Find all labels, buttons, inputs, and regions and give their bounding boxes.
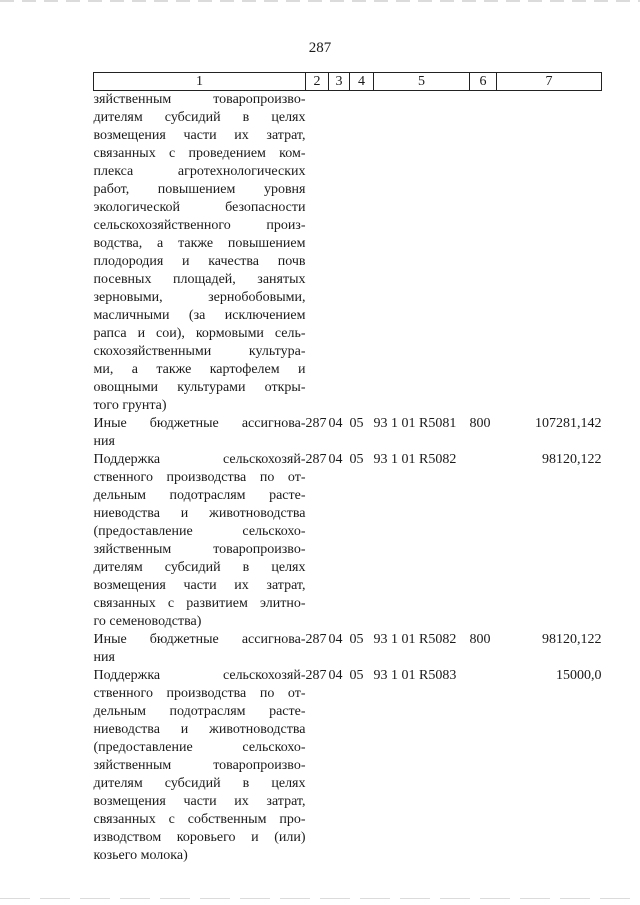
description-line: связанных с развитием элитно- [93,596,306,611]
description-line: возмещения части их затрат, [93,794,306,809]
row-description [94,667,306,865]
description-line: козьего молока) [93,848,188,863]
target-article-cell: 93 1 01 R5083 [373,668,457,683]
page-number: 287 [308,40,332,56]
expense-type-cell [470,91,497,416]
description-line: дителям субсидий в целях [93,776,306,791]
column-header: 6 [470,73,497,91]
description-line: ния [93,434,115,449]
description-line: ственного производства по от- [93,470,306,485]
description-line: посевных площадей, занятых [93,272,306,287]
scan-edge-top [0,0,640,2]
description-line: Иные бюджетные ассигнова- [93,632,306,647]
column-header: 7 [497,73,602,91]
description-line: дельным подотраслям расте- [93,704,306,719]
description-line: Поддержка сельскохозяй- [93,668,306,683]
table-row [94,415,602,451]
subsection-code-cell: 05 [349,452,364,467]
description-line: связанных с проведением ком- [93,146,306,161]
amount-cell: 107281,142 [535,416,602,431]
admin-code-cell: 287 [305,668,327,683]
section-code-cell: 04 [328,668,343,683]
description-line: связанных с собственным про- [93,812,306,827]
admin-code-cell [306,91,329,416]
budget-table [93,72,602,865]
description-line: (предоставление сельскохо- [93,740,306,755]
description-line: возмещения части их затрат, [93,578,306,593]
table-row [94,667,602,865]
description-line: сельскохозяйственного произ- [93,218,306,233]
target-article-cell: 93 1 01 R5082 [373,632,457,647]
section-code-cell: 04 [328,416,343,431]
amount-cell: 15000,0 [556,668,602,683]
table-row [94,91,602,416]
description-line: работ, повышением уровня [93,182,306,197]
description-line: дителям субсидий в целях [93,560,306,575]
description-line: скохозяйственными культура- [93,344,306,359]
target-article-cell: 93 1 01 R5081 [373,416,457,431]
description-line: масличными (за исключением [93,308,306,323]
description-line: ниеводства и животноводства [93,722,306,737]
description-line: овощными культурами откры- [93,380,306,395]
row-description [94,415,306,451]
table-row [94,451,602,631]
subsection-code-cell: 05 [349,632,364,647]
subsection-code-cell: 05 [349,416,364,431]
amount-cell: 98120,122 [542,632,602,647]
target-article-cell [374,91,470,416]
expense-type-cell [470,451,497,631]
column-header: 5 [374,73,470,91]
description-line: ми, а также картофелем и [93,362,306,377]
amount-cell: 98120,122 [542,452,602,467]
section-code-cell [329,91,350,416]
row-description [94,451,306,631]
expense-type-cell: 800 [469,416,491,431]
subsection-code-cell: 05 [349,668,364,683]
description-line: дителям субсидий в целях [93,110,306,125]
description-line: возмещения части их затрат, [93,128,306,143]
description-line: (предоставление сельскохо- [93,524,306,539]
amount-cell [497,91,602,416]
section-code-cell: 04 [328,632,343,647]
expense-type-cell: 800 [469,632,491,647]
description-line: изводством коровьего и (или) [93,830,306,845]
description-line: водства, а также повышением [93,236,306,251]
column-header: 3 [329,73,350,91]
table-header-row [94,73,602,91]
admin-code-cell: 287 [305,632,327,647]
description-line: го семеноводства) [93,614,202,629]
description-line: зерновыми, зернобобовыми, [93,290,306,305]
column-header: 4 [350,73,374,91]
expense-type-cell [470,667,497,865]
description-line: Иные бюджетные ассигнова- [93,416,306,431]
description-line: Поддержка сельскохозяй- [93,452,306,467]
description-line: рапса и сои), кормовыми сель- [93,326,306,341]
admin-code-cell: 287 [305,416,327,431]
description-line: ственного производства по от- [93,686,306,701]
column-header: 2 [306,73,329,91]
admin-code-cell: 287 [305,452,327,467]
description-line: зяйственным товаропроизво- [93,758,306,773]
description-line: зяйственным товаропроизво- [93,92,306,107]
table-body [94,91,602,866]
row-description [94,91,306,416]
row-description [94,631,306,667]
column-header: 1 [94,73,306,91]
description-line: плекса агротехнологических [93,164,306,179]
description-line: ниеводства и животноводства [93,506,306,521]
description-line: того грунта) [93,398,167,413]
subsection-code-cell [350,91,374,416]
target-article-cell: 93 1 01 R5082 [373,452,457,467]
section-code-cell: 04 [328,452,343,467]
description-line: плодородия и качества почв [93,254,306,269]
description-line: экологической безопасности [93,200,306,215]
description-line: ния [93,650,115,665]
table-row [94,631,602,667]
description-line: зяйственным товаропроизво- [93,542,306,557]
scan-edge-bottom [0,898,640,899]
description-line: дельным подотраслям расте- [93,488,306,503]
